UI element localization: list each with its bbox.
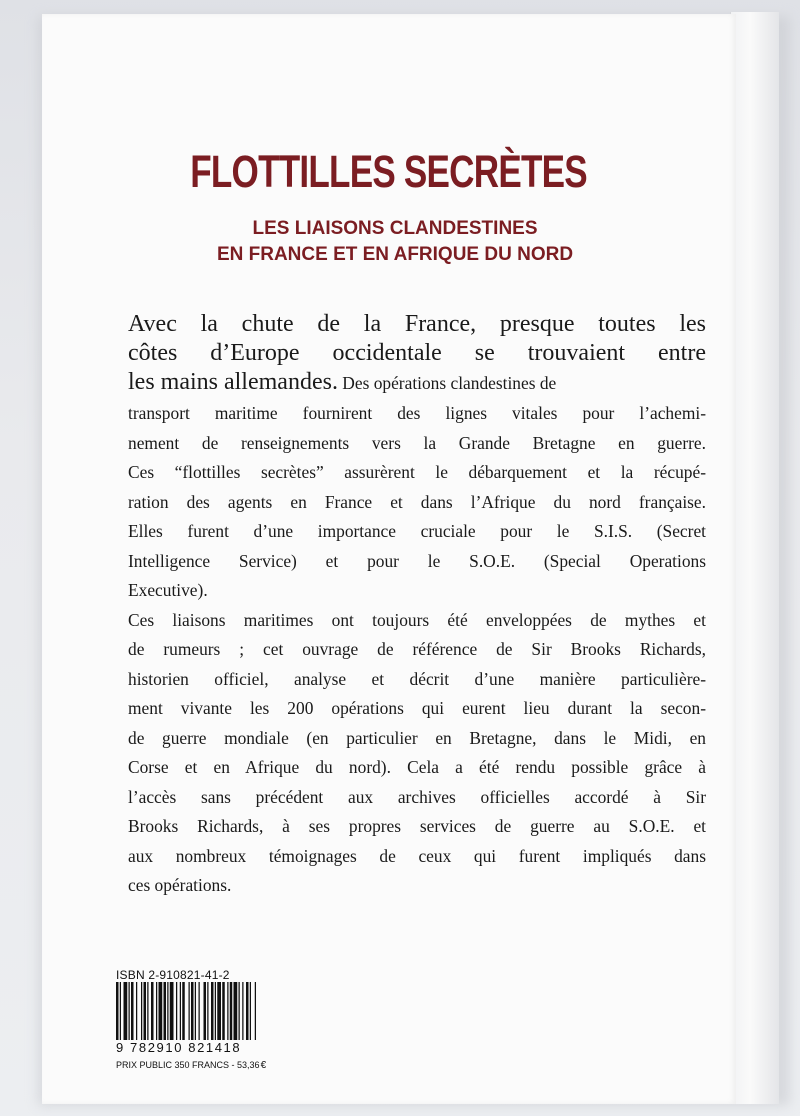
blurb-line-8: Ces liaisons maritimes ont toujours été enveloppées de mythes et — [128, 609, 706, 630]
blurb-line-16: aux nombreux témoignages de ceux qui furent impliqués dans — [128, 845, 706, 866]
blurb-line-10: historien officiel, analyse et décrit d’une manière particulière- — [128, 668, 706, 689]
book-page-edge — [730, 12, 779, 1104]
blurb-line-5: Elles furent d’une importance cruciale pour le S.I.S. (Secret — [128, 521, 706, 541]
blurb-line-6: Intelligence Service) et pour le S.O.E. (Special Operations — [128, 550, 706, 571]
blurb-line-4: ration des agents en France et dans l’Afrique du nord française. — [128, 491, 706, 512]
blurb-line-2: nement de renseignements vers la Grande Bretagne en guerre. — [128, 432, 706, 453]
price-label — [116, 1060, 266, 1071]
blurb-line-11: ment vivante les 200 opérations qui eurent lieu durant la secon- — [128, 698, 706, 718]
blurb-line-14: l’accès sans précédent aux archives officielles accordé à Sir — [128, 786, 706, 807]
blurb-line-15: Brooks Richards, à ses propres services de guerre au S.O.E. et — [128, 816, 706, 836]
barcode-digits: 9 782910 821418 — [116, 1040, 242, 1055]
blurb-line-7: Executive). — [128, 580, 208, 600]
isbn-label: ISBN 2-910821-41-2 — [116, 968, 230, 982]
blurb-text — [128, 310, 706, 901]
price-text: PRIX PUBLIC 350 FRANCS - 53,36 — [116, 1060, 260, 1070]
book-back-cover — [42, 14, 736, 1104]
lead-line-1: Avec la chute de la France, presque toutes les — [128, 311, 706, 337]
blurb-line-3: Ces “flottilles secrètes” assurèrent le débarquement et la récupé- — [128, 462, 706, 482]
barcode — [116, 982, 296, 1040]
subtitle-line-1: LES LIAISONS CLANDESTINES — [252, 218, 538, 239]
euro-icon: € — [260, 1060, 267, 1071]
lead-tail-large: les mains allemandes. — [128, 369, 338, 395]
blurb-line-12: de guerre mondiale (en particulier en Bretagne, dans le Midi, en — [128, 727, 706, 748]
blurb-line-9: de rumeurs ; cet ouvrage de référence de Sir Brooks Richards, — [128, 639, 706, 659]
lead-line-3 — [128, 368, 706, 399]
lead-line-2: côtes d’Europe occidentale se trouvaient entre — [128, 340, 706, 366]
lead-tail-small: Des opérations clandestines de — [337, 373, 557, 393]
blurb-line-13: Corse et en Afrique du nord). Cela a été rendu possible grâce à — [128, 757, 706, 777]
blurb-line-1: transport maritime fournirent des lignes vitales pour l’achemi- — [128, 403, 706, 423]
blurb-line-17: ces opérations. — [128, 875, 232, 895]
book-title: FLOTTILLES SECRÈTES — [190, 146, 587, 197]
subtitle-line-2: EN FRANCE ET EN AFRIQUE DU NORD — [216, 244, 574, 265]
